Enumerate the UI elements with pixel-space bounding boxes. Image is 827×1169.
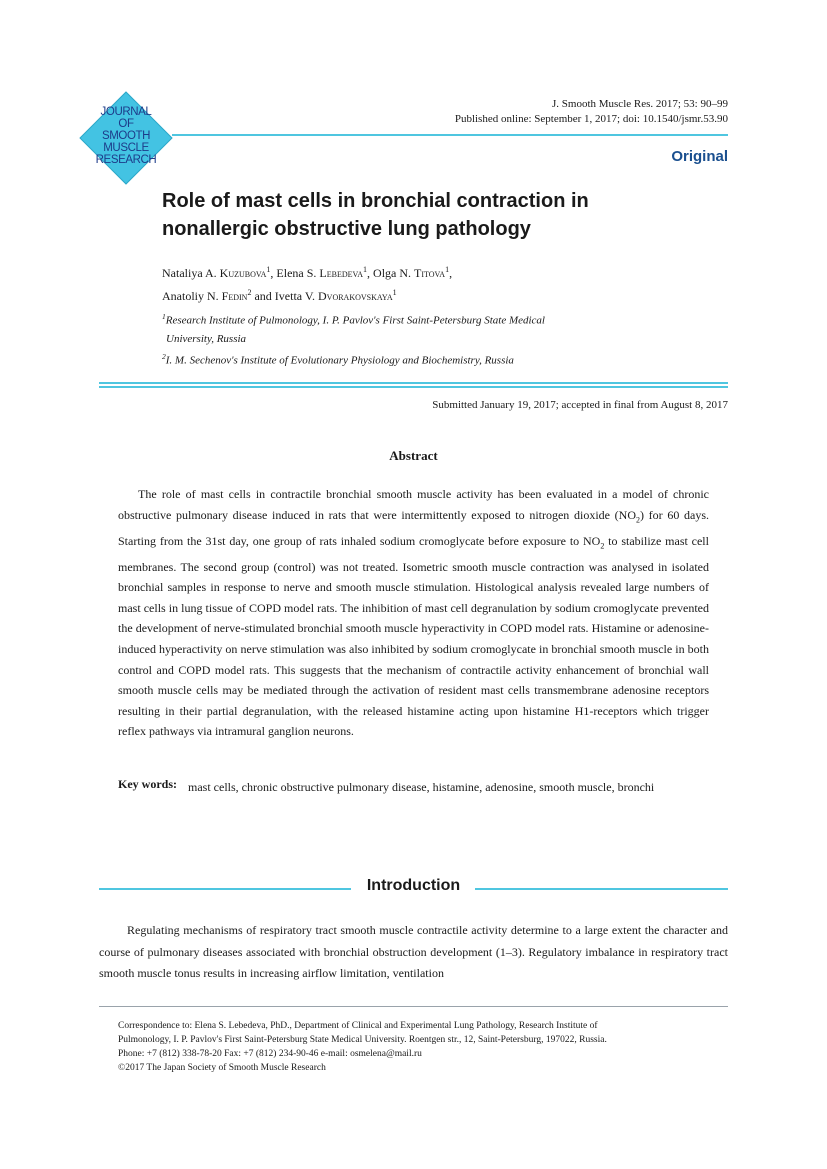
author-list: Nataliya A. Kuzubova$^1$, Elena S. Lebedeva$^1$, Olga N. Titova$^1$, Anatoliy N. Fedin$^2$ and Ivetta V. Dvorakovskaya$^1$ [162,265,453,303]
article-title [162,187,722,243]
author-surname: Kuzubova [219,266,267,280]
author-name: Olga N. [373,266,415,280]
section-rule [99,382,728,384]
correspondence [118,1019,718,1075]
abstract-text: to stabilize mast cell membranes. The second group (control) was not treated. Isometric smooth muscle contraction was analysed in isolated bronchial samples in response to nerve and smooth muscle stimulation. Histological analysis revealed large numbers of mast cells in lung tissue of COPD model rats. The inhibition of mast cell degranulation by sodium cromoglycate prevented the development of nerve-stimulated bronchial smooth muscle hyperactivity in COPD model rats. Histamine or adenosine-induced hyperactivity on nerve stimulation was also inhibited by sodium cromoglycate in bronchial smooth muscle in both control and COPD model rats. This suggests that the mechanism of contractile activity enhancement of bronchial wall smooth muscle cells may be mediated through the activation of resident mast cells transmembrane adenosine receptors resulting in their partial degranulation, with the released histamine acting upon histamine H1-receptors which trigger reflex pathways via intramural ganglion neurons. [118,533,709,739]
logo-line: OF [118,118,134,130]
header-rule [172,134,728,136]
author-name: Ivetta V. [274,289,318,303]
author-sup: 1 [363,265,368,274]
submission-dates: Submitted January 19, 2017; accepted in final from August 8, 2017 [432,399,728,411]
abstract-body [118,484,709,742]
logo-text [78,106,174,166]
author-name: Nataliya A. [162,266,220,280]
logo-line: JOURNAL [100,106,152,118]
journal-logo [78,90,174,186]
correspondence-line: Correspondence to: Elena S. Lebedeva, PhD., Department of Clinical and Experimental Lung Pathology, Research Institute of [118,1021,598,1031]
introduction-body [99,920,728,985]
affiliations [162,308,545,369]
author-sup: 1 [445,265,450,274]
title-line: Role of mast cells in bronchial contraction in [162,190,589,212]
affiliation-sup: 1 [162,312,166,321]
author-sup: 2 [247,288,252,297]
correspondence-line: Phone: +7 (812) 338-78-20 Fax: +7 (812) 234-90-46 e-mail: osmelena@mail.ru [118,1049,422,1059]
title-line: nonallergic obstructive lung pathology [162,218,531,240]
author-sup: 1 [392,288,397,297]
correspondence-line: Pulmonology, I. P. Pavlov's First Saint-Petersburg State Medical University. Roentgen str., 12, Saint-Petersburg, 197022, Russia. [118,1035,607,1045]
author-surname: Titova [414,266,446,280]
logo-line: RESEARCH [95,154,157,166]
citation: J. Smooth Muscle Res. 2017; 53: 90–99 [551,98,728,110]
author-surname: Dvorakovskaya [318,289,393,303]
footer-rule [99,1006,728,1007]
abstract-text: ) for 60 days. Starting from the 31st day, one group of rats inhaled sodium cromoglycate before exposure to NO [118,507,709,548]
introduction-text: Regulating mechanisms of respiratory tract smooth muscle contractile activity determine to a large extent the character and course of pulmonary diseases associated with bronchial obstruction development (1–3). Regulatory imbalance in respiratory tract smooth muscle tonus results in increasing airflow limitation, ventilation [99,923,728,980]
subscript: 2 [600,540,605,550]
author-name: Anatoliy N. [162,289,222,303]
abstract-heading: Abstract [389,448,438,463]
author-surname: Lebedeva [319,266,364,280]
affiliation-2: I. M. Sechenov's Institute of Evolutionary Physiology and Biochemistry, Russia [165,354,514,367]
affiliation-1: Research Institute of Pulmonology, I. P. Pavlov's First Saint-Petersburg State Medical [165,314,545,327]
logo-line: MUSCLE [103,142,149,154]
author-sup: 1 [266,265,271,274]
article-category: Original [671,148,728,165]
author-name: Elena S. [276,266,320,280]
introduction-heading: Introduction [366,877,461,894]
section-rule [99,386,728,388]
abstract-text: The role of mast cells in contractile bronchial smooth muscle activity has been evaluated in a model of chronic obstructive pulmonary disease induced in rats that were intermittently exposed to nitrogen dioxide (NO [118,487,709,522]
copyright: ©2017 The Japan Society of Smooth Muscle Research [118,1063,326,1073]
published-doi: Published online: September 1, 2017; doi: 10.1540/jsmr.53.90 [454,113,728,125]
subscript: 2 [635,514,640,524]
affiliation-1-cont: University, Russia [166,332,247,345]
keywords-text: mast cells, chronic obstructive pulmonary disease, histamine, adenosine, smooth muscle, bronchi [188,780,655,794]
affiliation-sup: 2 [162,351,166,361]
author-surname: Fedin [221,289,248,303]
logo-line: SMOOTH [101,130,151,142]
keywords-label: Key words: [118,777,177,791]
